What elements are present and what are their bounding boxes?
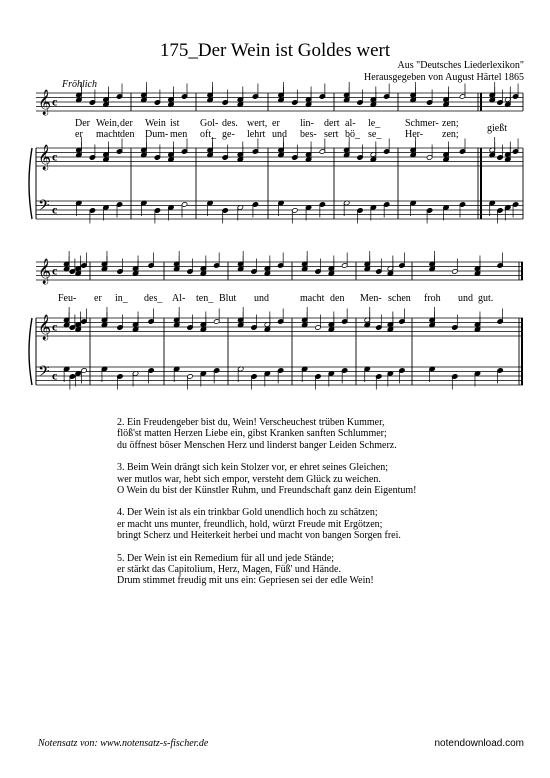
verse-line: O Wein du bist der Künstler Ruhm, und Freundschaft ganz dein Eigentum! — [117, 485, 417, 497]
lyric-syllable: des. — [222, 118, 238, 129]
lyric-syllable: schen — [388, 293, 411, 304]
lyric-syllable: lin- — [300, 118, 314, 129]
verse-line: 4. Der Wein ist als ein trinkbar Gold unendlich hoch zu schätzen; — [117, 507, 378, 519]
lyric-syllable: der — [120, 118, 133, 129]
time-signature-icon: c — [52, 319, 58, 334]
verse-line: 2. Ein Freudengeber bist du, Wein! Verscheuchest trüben Kummer, — [117, 417, 385, 428]
bass-clef-icon: 𝄢 — [38, 363, 50, 384]
lyric-syllable: wert, — [247, 118, 268, 129]
treble-clef-icon: 𝄞 — [38, 90, 52, 115]
bass-clef-icon: 𝄢 — [38, 197, 50, 218]
verse-line: bringt Scherz und Heiterkeit herbei und macht von bangen Sorgen frei. — [117, 530, 401, 542]
verse-5 — [117, 553, 417, 587]
verse-line: Drum stimmet freudig mit uns ein: Gepriesen sei der edle Wein! — [117, 575, 374, 587]
lyric-syllable: al- — [345, 118, 356, 129]
lyric-syllable: in_ — [115, 293, 128, 304]
lyric-syllable: den — [330, 293, 345, 304]
time-signature-icon: c — [52, 202, 58, 217]
lyric-syllable: Gol- — [200, 118, 219, 129]
lyric-syllable: Blut — [219, 293, 237, 304]
footer-site: notendownload.com — [434, 738, 524, 749]
verse-4 — [117, 507, 417, 541]
lyric-syllable: Wein — [145, 118, 166, 129]
lyric-syllable: ist — [170, 118, 180, 129]
verse-line: 3. Beim Wein drängt sich kein Stolzer vor, er ehret seines Gleichen; — [117, 462, 389, 474]
lyric-syllable: und — [272, 129, 287, 140]
verse-line: er stärkt das Capitolium, Herz, Magen, Füß' und Hände. — [117, 564, 341, 576]
lyric-syllable: bes- — [300, 129, 317, 140]
lyric-syllable: Her- — [405, 129, 424, 140]
lyric-syllable: des_ — [144, 293, 163, 304]
lyric-syllable: oft_ — [200, 129, 217, 140]
song-title: 175_Der Wein ist Goldes wert — [159, 40, 391, 61]
time-signature-icon: c — [52, 149, 58, 164]
verse-2 — [117, 417, 417, 451]
brace-icon — [29, 318, 32, 385]
lyric-syllable: dert — [324, 118, 340, 129]
lyric-syllable: macht — [300, 293, 325, 304]
lyric-syllable: den — [120, 129, 135, 140]
lyric-syllable: froh — [424, 293, 441, 304]
lyric-syllable: Wein, — [96, 118, 120, 129]
verse-line: er macht uns munter, freundlich, hold, würzt Freude mit Ergötzen; — [117, 518, 383, 530]
lyric-syllable: Men- — [360, 293, 382, 304]
verses-block — [117, 417, 417, 598]
lyric-syllable: und — [458, 293, 473, 304]
source-line-1: Aus "Deutsches Liederlexikon" — [397, 60, 524, 71]
lyric-syllable: und — [254, 293, 269, 304]
lyric-syllable: gießt — [487, 123, 507, 134]
time-signature-icon: c — [52, 263, 58, 278]
lyric-syllable: se_ — [368, 129, 382, 140]
verse-line: wer mutlos war, hebt sich empor, versteht dem Glück zu weichen. — [117, 473, 381, 485]
lyric-syllable: macht — [96, 129, 121, 140]
verse-3 — [117, 462, 417, 496]
lyric-syllable: le_ — [368, 118, 381, 129]
verse-line: flöß'st matten Herzen Liebe ein, gibst Kranken sanften Schlummer; — [117, 428, 387, 440]
lyric-syllable: ten_ — [196, 293, 214, 304]
lyric-syllable: Der — [75, 118, 90, 129]
lyric-syllable: er — [75, 129, 83, 140]
lyric-syllable: Al- — [172, 293, 186, 304]
lyric-syllable: men — [170, 129, 188, 140]
treble-clef-icon: 𝄞 — [38, 259, 52, 284]
lyric-syllable: Dum- — [145, 129, 169, 140]
lyrics — [58, 118, 507, 304]
lyric-syllable: bö_ — [345, 129, 360, 140]
lyric-syllable: zen; — [442, 118, 459, 129]
treble-clef-icon: 𝄞 — [38, 315, 52, 340]
verse-line: 5. Der Wein ist ein Remedium für all und jede Stände; — [117, 552, 335, 564]
lyric-syllable: lehrt — [247, 129, 266, 140]
brace-icon — [29, 148, 32, 219]
verse-line: du öffnest böser Menschen Herz und linderst banger Leiden Schmerz. — [117, 439, 397, 451]
footer-engraver: Notensatz von: www.notensatz-s-fischer.de — [38, 738, 209, 749]
time-signature-icon: c — [52, 94, 58, 109]
lyric-syllable: er — [94, 293, 102, 304]
lyric-syllable: zen; — [442, 129, 459, 140]
treble-clef-icon: 𝄞 — [38, 145, 52, 170]
lyric-syllable: Schmer- — [405, 118, 439, 129]
lyric-syllable: sert — [324, 129, 339, 140]
lyric-syllable: ge- — [222, 129, 235, 140]
lyric-syllable: er — [272, 118, 280, 129]
tempo-marking: Fröhlich — [62, 79, 97, 90]
lyric-syllable: gut. — [478, 293, 494, 304]
source-line-2: Herausgegeben von August Härtel 1865 — [364, 72, 524, 83]
time-signature-icon: c — [52, 368, 58, 383]
lyric-syllable: Feu- — [58, 293, 77, 304]
